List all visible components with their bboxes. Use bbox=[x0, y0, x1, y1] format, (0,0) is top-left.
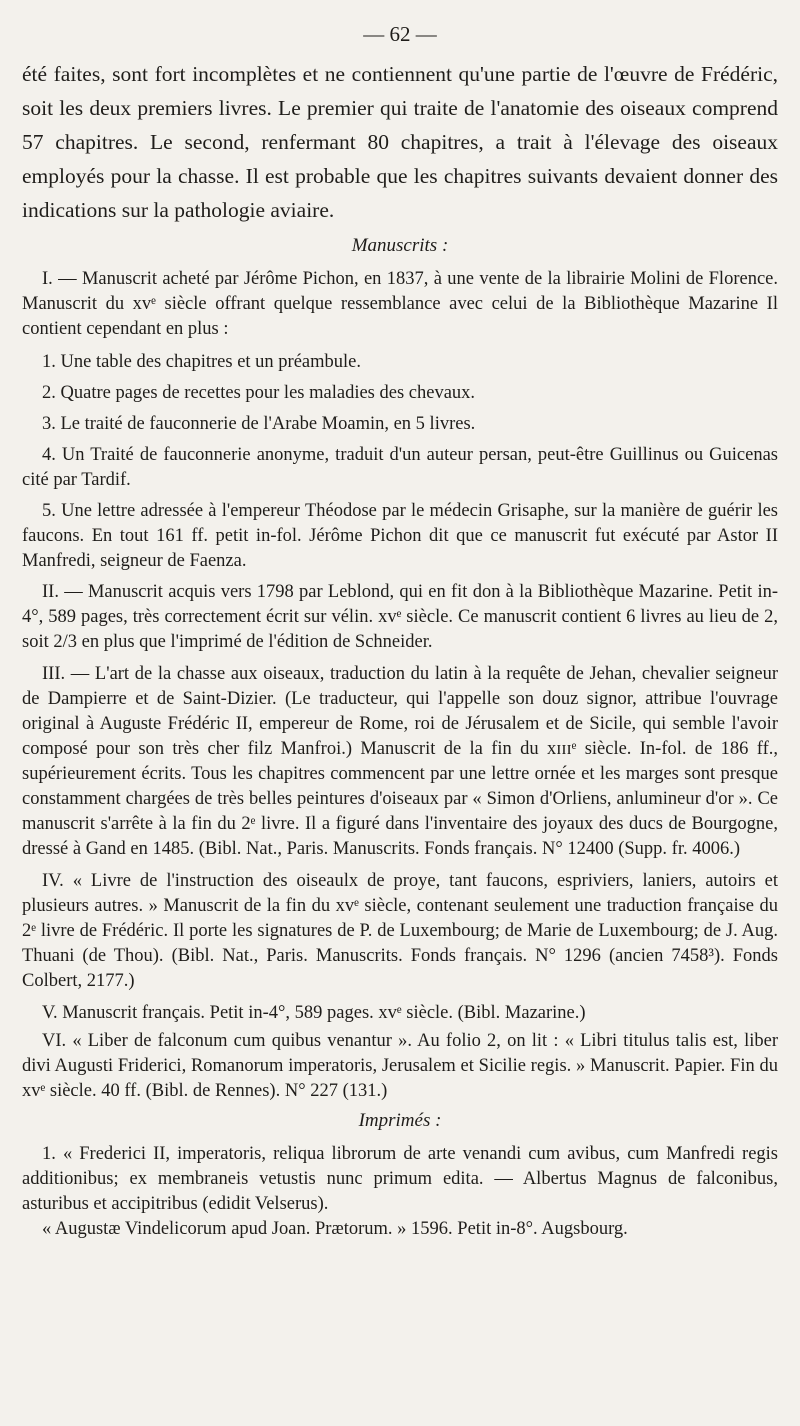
manuscript-1-item-2: 2. Quatre pages de recettes pour les maladies des chevaux. bbox=[42, 383, 476, 403]
manuscript-5: V. Manuscrit français. Petit in-4°, 589 pages. xvᵉ siècle. (Bibl. Mazarine.) bbox=[42, 1003, 586, 1023]
heading-imprimes: Imprimés : bbox=[358, 1110, 442, 1131]
manuscript-1-item-4: 4. Un Traité de fauconnerie anonyme, traduit d'un auteur persan, peut-être Guillinus ou Guicenas cité par Tardif. bbox=[22, 445, 778, 490]
manuscript-6: VI. « Liber de falconum cum quibus venantur ». Au folio 2, on lit : « Libri titulus talis est, liber divi Augusti Friderici, Romanorum imperatoris, Jerusalem et Sicilie regis. » Manuscrit. Papier. Fin du xvᵉ siècle. 40 ff. (Bibl. de Rennes). N° 227 (131.) bbox=[22, 1031, 778, 1101]
manuscript-1-item-5: 5. Une lettre adressée à l'empereur Théodose par le médecin Grisaphe, sur la manière de guérir les faucons. En tout 161 ff. petit in-fol. Jérôme Pichon dit que ce manuscrit fut exécuté par Astor II Manfredi, seigneur de Faenza. bbox=[22, 501, 778, 571]
manuscript-1-item-1: 1. Une table des chapitres et un préambule. bbox=[42, 352, 362, 372]
printed-1: 1. « Frederici II, imperatoris, reliqua librorum de arte venandi cum avibus, cum Manfredi regis additionibus; ex membraneis vetustis nunc primum edita. — Albertus Magnus de falconibus, asturibus et accipitribus (edidit Velserus). bbox=[22, 1144, 778, 1214]
manuscript-2: II. — Manuscrit acquis vers 1798 par Leblond, qui en fit don à la Bibliothèque Mazarine. Petit in-4°, 589 pages, très correctement écrit sur vélin. xvᵉ siècle. Ce manuscrit contient 6 livres au lieu de 2, soit 2/3 en plus que l'imprimé de l'édition de Schneider. bbox=[22, 582, 778, 652]
manuscript-1: I. — Manuscrit acheté par Jérôme Pichon, en 1837, à une vente de la librairie Molini de Florence. Manuscrit du xvᵉ siècle offrant quelque ressemblance avec celui de la Bibliothèque Mazarine Il contient cependant en plus : bbox=[22, 269, 778, 339]
manuscript-4: IV. « Livre de l'instruction des oiseaulx de proye, tant faucons, espriviers, laniers, autoirs et plusieurs autres. » Manuscrit de la fin du xvᵉ siècle, contenant seulement une traduction française du 2ᵉ livre de Frédéric. Il porte les signatures de P. de Luxembourg; de Marie de Luxembourg; de J. Aug. Thuani (de Thou). (Bibl. Nat., Paris. Manuscrits. Fonds français. N° 1296 (ancien 7458³). Fonds Colbert, 2177.) bbox=[22, 871, 778, 991]
heading-manuscrits: Manuscrits : bbox=[351, 235, 449, 256]
intro-paragraph: été faites, sont fort incomplètes et ne contiennent qu'une partie de l'œuvre de Frédéric, soit les deux premiers livres. Le premier qui traite de l'anatomie des oiseaux comprend 57 chapitres. Le second, renfermant 80 chapitres, a trait à l'élevage des oiseaux employés pour la chasse. Il est probable que les chapitres suivants devaient donner des indications sur la pathologie aviaire. bbox=[22, 62, 778, 222]
printed-1-continued: « Augustæ Vindelicorum apud Joan. Prætorum. » 1596. Petit in-8°. Augsbourg. bbox=[42, 1219, 628, 1239]
manuscript-1-item-3: 3. Le traité de fauconnerie de l'Arabe Moamin, en 5 livres. bbox=[42, 414, 476, 434]
page-number: — 62 — bbox=[363, 22, 437, 46]
manuscript-3: III. — L'art de la chasse aux oiseaux, traduction du latin à la requête de Jehan, chevalier seigneur de Dampierre et de Saint-Dizier. (Le traducteur, qui l'appelle son douz signor, attribue l'ouvrage original à Auguste Frédéric II, empereur de Rome, roi de Jérusalem et de Sicile, qui semble l'avoir composé pour son très cher filz Manfroi.) Manuscrit de la fin du xɪɪɪᵉ siècle. In-fol. de 186 ff., supérieurement écrits. Tous les chapitres commencent par une lettre ornée et les marges sont presque constamment chargées de très belles peintures d'oiseaux par « Simon d'Orliens, anlumineur d'or ». Ce manuscrit s'arrête à la fin du 2ᵉ livre. Il a figuré dans l'inventaire des joyaux des ducs de Bourgogne, dressé à Gand en 1485. (Bibl. Nat., Paris. Manuscrits. Fonds français. N° 12400 (Supp. fr. 4006.) bbox=[22, 664, 778, 859]
